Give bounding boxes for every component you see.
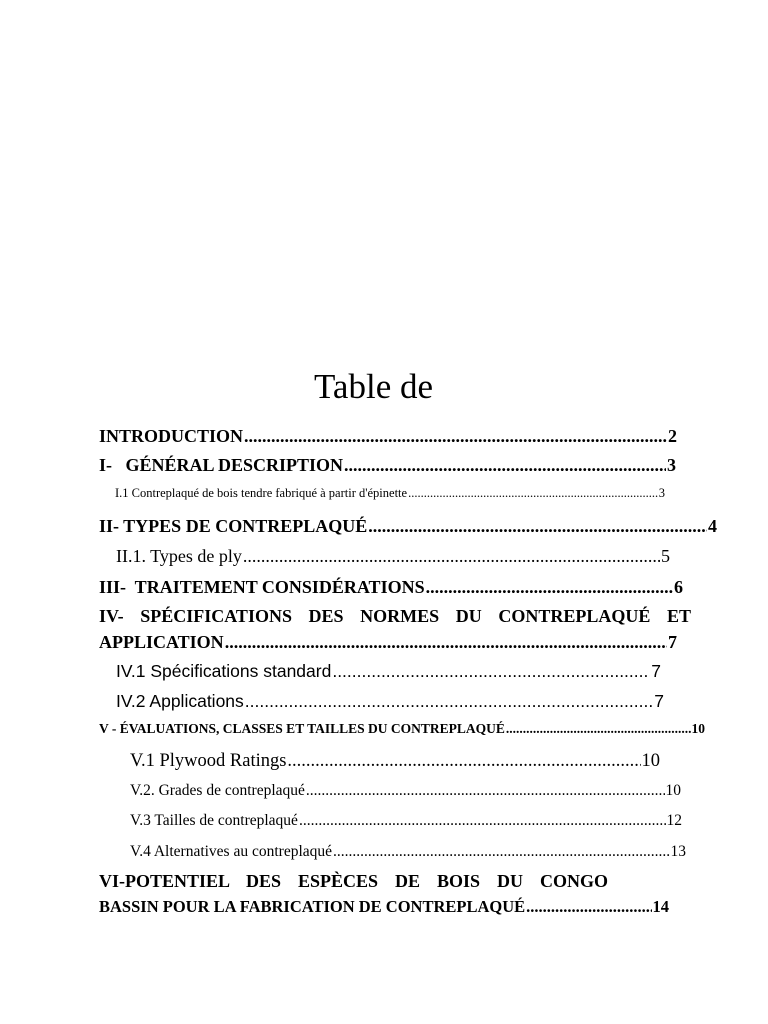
dot-leader xyxy=(526,897,651,917)
dot-leader xyxy=(333,843,669,861)
toc-entry-label: I- GÉNÉRAL DESCRIPTION xyxy=(99,455,344,475)
toc-entry-introduction[interactable] xyxy=(99,426,677,447)
toc-entry-label: V.4 Alternatives au contreplaqué xyxy=(130,843,333,860)
toc-entry-label: V - ÉVALUATIONS, CLASSES ET TAILLES DU CONTREPLAQUÉ xyxy=(99,721,505,736)
toc-page-number: 6 xyxy=(674,577,683,597)
toc-title: Table de xyxy=(314,367,434,406)
toc-entry-section-2-1[interactable] xyxy=(116,546,670,567)
toc-page-number: 14 xyxy=(652,897,669,916)
dot-leader xyxy=(244,426,667,447)
toc-heading-section-6[interactable]: VI-POTENTIEL DES ESPÈCES DE BOIS DU CONGO xyxy=(99,871,608,891)
toc-entry-label: V.3 Tailles de contreplaqué xyxy=(130,812,298,829)
dot-leader xyxy=(245,691,653,712)
toc-entry-section-1[interactable] xyxy=(99,455,676,476)
toc-entry-label: INTRODUCTION xyxy=(99,426,244,446)
toc-page-number: 13 xyxy=(670,843,686,860)
toc-page-number: 3 xyxy=(658,486,665,500)
toc-entry-section-6[interactable] xyxy=(99,897,669,917)
toc-entry-label: II- TYPES DE CONTREPLAQUÉ xyxy=(99,516,368,536)
toc-entry-section-3[interactable] xyxy=(99,577,683,598)
toc-page-number: 7 xyxy=(654,691,664,711)
toc-page-number: 7 xyxy=(668,632,677,652)
toc-entry-label: IV.2 Applications xyxy=(116,691,244,711)
toc-entry-section-5-3[interactable] xyxy=(130,812,682,830)
toc-page-number: 10 xyxy=(641,751,660,771)
dot-leader xyxy=(243,546,660,567)
dot-leader xyxy=(225,632,667,653)
toc-page-number: 5 xyxy=(661,546,670,566)
toc-entry-section-5-4[interactable] xyxy=(130,843,686,861)
toc-page-number: 3 xyxy=(667,455,676,475)
dot-leader xyxy=(426,577,673,598)
toc-entry-label: III- TRAITEMENT CONSIDÉRATIONS xyxy=(99,577,425,597)
dot-leader xyxy=(306,782,665,800)
dot-leader xyxy=(332,661,650,682)
toc-entry-label: V.1 Plywood Ratings xyxy=(130,751,287,771)
toc-entry-section-1-1[interactable] xyxy=(115,486,665,501)
toc-entry-section-5-1[interactable] xyxy=(130,751,660,772)
toc-entry-label: II.1. Types de ply xyxy=(116,546,242,566)
toc-entry-section-4-1[interactable] xyxy=(116,661,661,682)
toc-page-number: 4 xyxy=(708,516,717,536)
toc-heading-section-4[interactable]: IV- SPÉCIFICATIONS DES NORMES DU CONTREPLAQUÉ ET xyxy=(99,606,691,626)
dot-leader xyxy=(408,486,658,501)
toc-entry-label: APPLICATION xyxy=(99,632,224,652)
toc-entry-label: IV.1 Spécifications standard xyxy=(116,661,332,681)
toc-page-number: 10 xyxy=(665,782,681,799)
toc-page-number: 7 xyxy=(651,661,661,681)
toc-page-number: 2 xyxy=(668,426,677,446)
dot-leader xyxy=(506,721,691,737)
toc-entry-label: I.1 Contreplaqué de bois tendre fabriqué à partir d'épinette xyxy=(115,486,408,500)
dot-leader xyxy=(287,751,640,772)
toc-page-number: 10 xyxy=(691,721,705,736)
toc-entry-section-4-2[interactable] xyxy=(116,691,664,712)
toc-entry-section-4[interactable] xyxy=(99,632,677,653)
dot-leader xyxy=(344,455,666,476)
toc-page-number: 12 xyxy=(666,812,682,829)
dot-leader xyxy=(299,812,666,830)
toc-entry-section-2[interactable] xyxy=(99,516,717,537)
toc-entry-label: BASSIN POUR LA FABRICATION DE CONTREPLAQUÉ xyxy=(99,897,526,916)
dot-leader xyxy=(368,516,707,537)
toc-entry-label: V.2. Grades de contreplaqué xyxy=(130,782,305,799)
toc-entry-section-5[interactable] xyxy=(99,721,705,737)
toc-entry-section-5-2[interactable] xyxy=(130,782,681,800)
